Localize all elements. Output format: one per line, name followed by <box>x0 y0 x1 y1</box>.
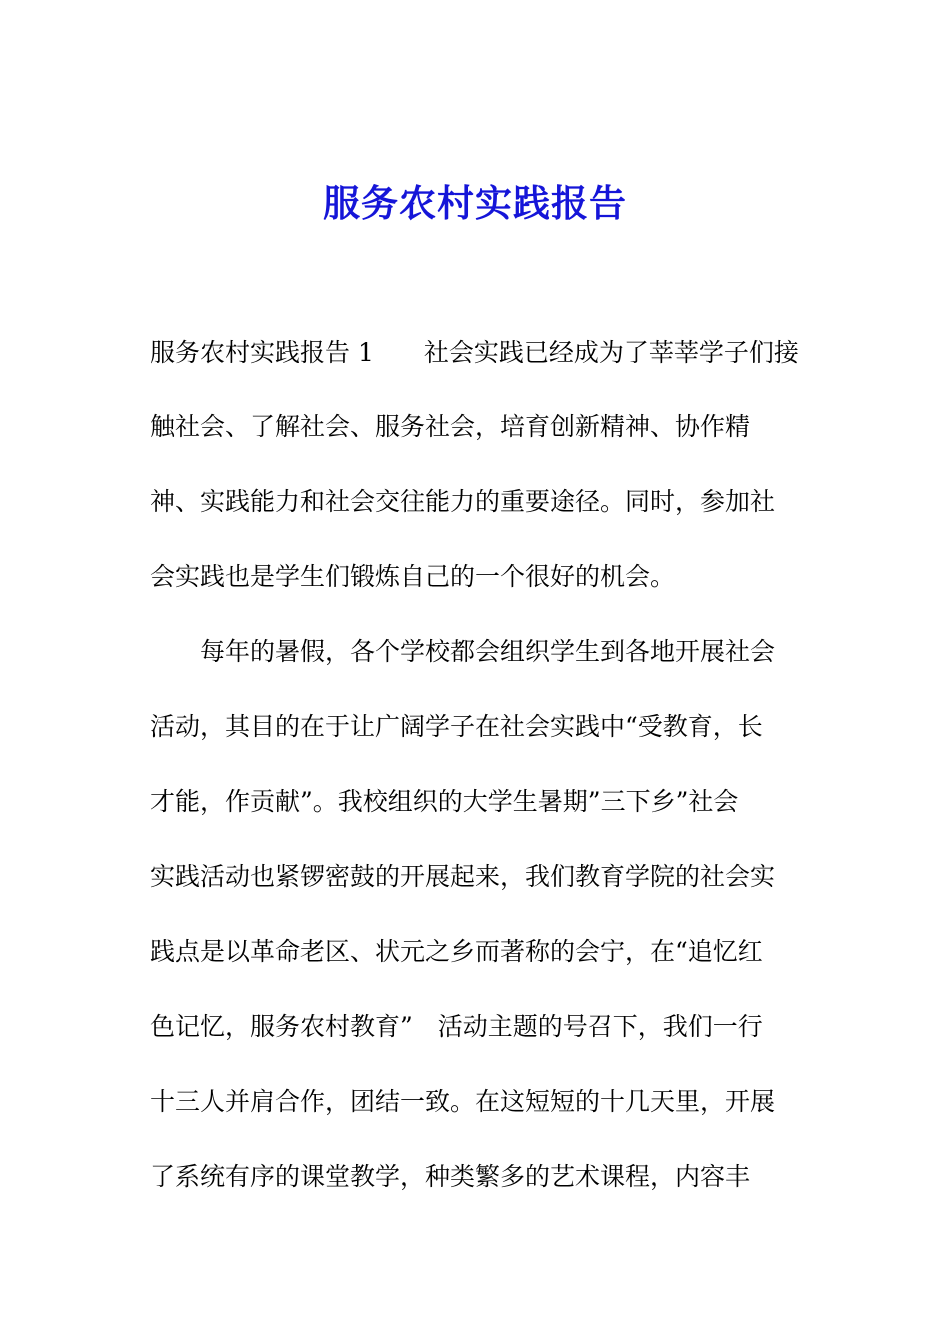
body-line: 践点是以革命老区、状元之乡而著称的会宁，在“追忆红 <box>150 937 763 966</box>
document-title: 服务农村实践报告 <box>323 181 627 225</box>
body-line: 服务农村实践报告 1 社会实践已经成为了莘莘学子们接 <box>150 338 799 367</box>
body-line: 每年的暑假，各个学校都会组织学生到各地开展社会 <box>150 637 776 666</box>
body-line: 色记忆，服务农村教育” 活动主题的号召下，我们一行 <box>150 1012 763 1041</box>
body-line: 十三人并肩合作，团结一致。在这短短的十几天里，开展 <box>150 1087 776 1116</box>
body-line: 触社会、了解社会、服务社会，培育创新精神、协作精 <box>150 412 751 441</box>
body-line: 活动，其目的在于让广阔学子在社会实践中“受教育，长 <box>150 712 763 741</box>
body-line: 才能，作贡献”。我校组织的大学生暑期”三下乡”社会 <box>150 787 739 816</box>
body-line: 了系统有序的课堂教学，种类繁多的艺术课程，内容丰 <box>150 1162 751 1191</box>
body-line: 神、实践能力和社会交往能力的重要途径。同时，参加社 <box>150 487 776 516</box>
body-line: 会实践也是学生们锻炼自己的一个很好的机会。 <box>150 562 676 591</box>
body-line: 实践活动也紧锣密鼓的开展起来，我们教育学院的社会实 <box>150 862 776 891</box>
